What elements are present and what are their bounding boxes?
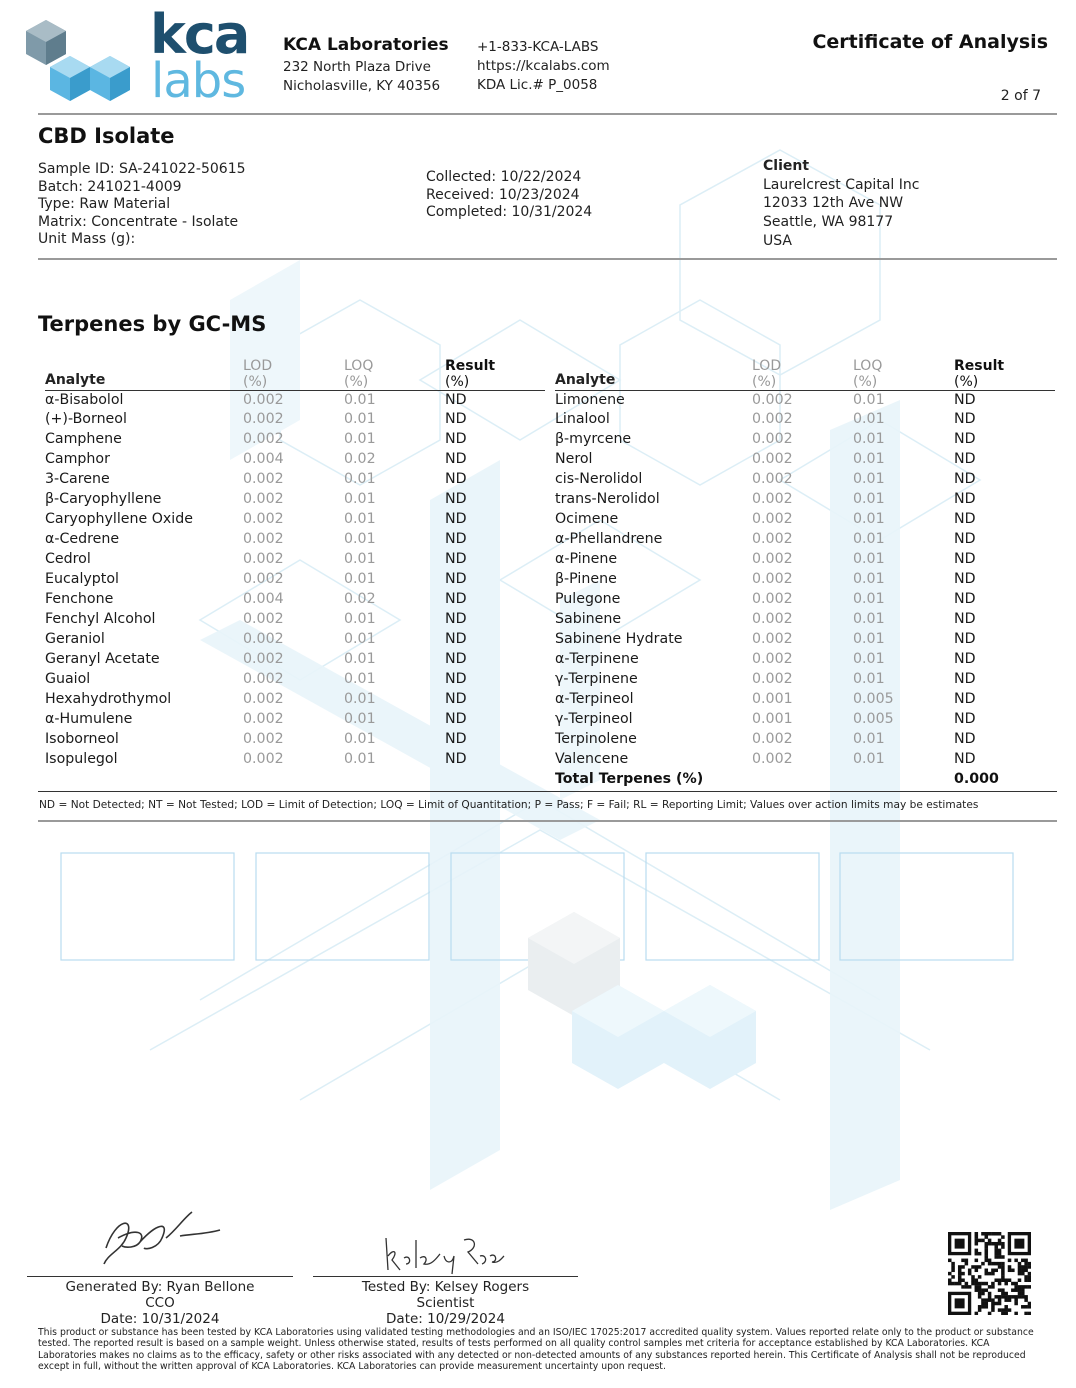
- tested-by-block: [313, 1279, 578, 1327]
- table-row: [45, 670, 545, 690]
- result-cell: ND: [445, 610, 467, 627]
- analyte-cell: Sabinene Hydrate: [555, 630, 683, 647]
- lod-cell: 0.004: [243, 451, 284, 468]
- table-row: [45, 470, 545, 490]
- loq-cell: 0.01: [344, 531, 376, 548]
- client-country: USA: [763, 232, 792, 249]
- result-cell: ND: [954, 591, 976, 608]
- analyte-cell: Eucalyptol: [45, 571, 119, 588]
- analyte-cell: γ-Terpinene: [555, 670, 638, 687]
- header-analyte: Analyte: [45, 371, 106, 388]
- lod-cell: 0.002: [243, 630, 284, 647]
- document-title: Certificate of Analysis: [812, 31, 1048, 53]
- header-divider: [38, 113, 1057, 115]
- result-cell: ND: [445, 750, 467, 767]
- total-spacer: [853, 770, 954, 790]
- lod-cell: 0.002: [752, 650, 793, 667]
- loq-cell: 0.01: [344, 710, 376, 727]
- table-row: [45, 590, 545, 610]
- table-row: [45, 390, 545, 410]
- analyte-cell: Sabinene: [555, 610, 622, 627]
- loq-cell: 0.01: [344, 730, 376, 747]
- result-cell: ND: [445, 511, 467, 528]
- loq-cell: 0.01: [853, 730, 885, 747]
- analyte-cell: α-Phellandrene: [555, 531, 663, 548]
- generated-by-block: [27, 1279, 293, 1327]
- lod-cell: 0.002: [752, 551, 793, 568]
- table-row: [45, 630, 545, 650]
- table-row: [45, 610, 545, 630]
- result-cell: ND: [445, 551, 467, 568]
- analyte-cell: trans-Nerolidol: [555, 491, 660, 508]
- loq-cell: 0.01: [853, 551, 885, 568]
- result-cell: ND: [954, 610, 976, 627]
- result-cell: ND: [445, 571, 467, 588]
- result-cell: ND: [445, 471, 467, 488]
- analyte-cell: Isopulegol: [45, 750, 118, 767]
- analyte-cell: Camphene: [45, 431, 122, 448]
- legend-divider: [38, 820, 1057, 822]
- right-table-body: [555, 390, 1055, 790]
- lod-cell: 0.002: [752, 670, 793, 687]
- loq-cell: 0.01: [344, 411, 376, 428]
- loq-cell: 0.01: [344, 650, 376, 667]
- analyte-cell: γ-Terpineol: [555, 710, 633, 727]
- generated-by-title: CCO: [145, 1295, 175, 1311]
- analyte-cell: α-Humulene: [45, 710, 133, 727]
- sample-name: CBD Isolate: [38, 124, 175, 148]
- result-cell: ND: [445, 710, 467, 727]
- result-cell: ND: [445, 491, 467, 508]
- analyte-cell: Cedrol: [45, 551, 91, 568]
- analyte-cell: (+)-Borneol: [45, 411, 127, 428]
- result-cell: ND: [445, 531, 467, 548]
- completed-date: Completed: 10/31/2024: [426, 204, 593, 220]
- sample-dates: [426, 169, 592, 222]
- table-bottom-rule: [38, 791, 1057, 792]
- analyte-cell: Ocimene: [555, 511, 619, 528]
- result-cell: ND: [954, 451, 976, 468]
- signature-line-generated: [27, 1276, 293, 1277]
- table-row: [555, 690, 1055, 710]
- analyte-cell: α-Pinene: [555, 551, 618, 568]
- lab-phone: +1-833-KCA-LABS: [477, 39, 599, 55]
- loq-cell: 0.01: [344, 511, 376, 528]
- analyte-cell: Hexahydrothymol: [45, 690, 172, 707]
- analyte-cell: α-Terpinene: [555, 650, 639, 667]
- lod-cell: 0.004: [243, 591, 284, 608]
- client-name: Laurelcrest Capital Inc: [763, 176, 920, 193]
- result-cell: ND: [954, 491, 976, 508]
- lod-cell: 0.002: [752, 511, 793, 528]
- sample-batch: Batch: 241021-4009: [38, 178, 182, 195]
- lab-address-line1: 232 North Plaza Drive: [283, 59, 431, 75]
- lod-cell: 0.002: [752, 571, 793, 588]
- lod-cell: 0.002: [752, 391, 793, 408]
- table-row: [555, 630, 1055, 650]
- header-lod: LOD (%): [752, 357, 782, 390]
- result-cell: ND: [954, 730, 976, 747]
- lod-cell: 0.002: [752, 431, 793, 448]
- client-address-line2: Seattle, WA 98177: [763, 214, 894, 231]
- result-cell: ND: [954, 630, 976, 647]
- table-row: [45, 750, 545, 770]
- kca-cube-logo-icon: [22, 18, 140, 106]
- page-number: 2 of 7: [1000, 88, 1041, 104]
- table-row: [555, 590, 1055, 610]
- lod-cell: 0.002: [752, 451, 793, 468]
- lod-cell: 0.002: [243, 670, 284, 687]
- result-cell: ND: [954, 551, 976, 568]
- lod-cell: 0.002: [243, 730, 284, 747]
- analyte-cell: Linalool: [555, 411, 610, 428]
- loq-cell: 0.005: [853, 690, 894, 707]
- analyte-cell: β-Caryophyllene: [45, 491, 162, 508]
- lod-cell: 0.002: [752, 750, 793, 767]
- generated-by-date: Date: 10/31/2024: [100, 1311, 220, 1327]
- header-result: Result (%): [445, 357, 496, 390]
- table-row: [45, 430, 545, 450]
- result-cell: ND: [445, 670, 467, 687]
- table-row: [45, 690, 545, 710]
- loq-cell: 0.01: [853, 591, 885, 608]
- analyte-cell: Limonene: [555, 391, 625, 408]
- total-label: Total Terpenes (%): [555, 770, 704, 787]
- signature-line-tested: [313, 1276, 578, 1277]
- table-row: [45, 510, 545, 530]
- header-lod: LOD (%): [243, 357, 273, 390]
- lod-cell: 0.002: [243, 710, 284, 727]
- loq-cell: 0.01: [853, 630, 885, 647]
- collected-date: Collected: 10/22/2024: [426, 169, 582, 185]
- result-cell: ND: [954, 571, 976, 588]
- sample-details: [38, 161, 246, 249]
- header-loq: LOQ (%): [344, 357, 374, 390]
- table-row: [45, 410, 545, 430]
- loq-cell: 0.01: [344, 571, 376, 588]
- analyte-cell: Geranyl Acetate: [45, 650, 160, 667]
- lod-cell: 0.002: [752, 411, 793, 428]
- table-row: [45, 530, 545, 550]
- loq-cell: 0.01: [853, 411, 885, 428]
- analyte-cell: Valencene: [555, 750, 629, 767]
- section-title: Terpenes by GC-MS: [38, 312, 267, 336]
- analyte-cell: Guaiol: [45, 670, 91, 687]
- table-row: [555, 430, 1055, 450]
- total-spacer: [752, 770, 853, 790]
- received-date: Received: 10/23/2024: [426, 186, 580, 203]
- loq-cell: 0.01: [344, 391, 376, 408]
- table-row: [45, 450, 545, 470]
- header-result: Result (%): [954, 357, 1005, 390]
- generated-by-name: Generated By: Ryan Bellone: [65, 1279, 255, 1295]
- lod-cell: 0.002: [752, 491, 793, 508]
- table-row: [555, 410, 1055, 430]
- table-row: [555, 730, 1055, 750]
- loq-cell: 0.01: [344, 431, 376, 448]
- lod-cell: 0.002: [243, 531, 284, 548]
- sample-unit-mass: Unit Mass (g):: [38, 231, 136, 247]
- lab-website[interactable]: https://kcalabs.com: [477, 58, 610, 74]
- loq-cell: 0.01: [853, 531, 885, 548]
- table-row: [555, 550, 1055, 570]
- result-cell: ND: [954, 411, 976, 428]
- loq-cell: 0.01: [853, 391, 885, 408]
- analyte-cell: Fenchone: [45, 591, 114, 608]
- lod-cell: 0.001: [752, 710, 793, 727]
- analyte-cell: Isoborneol: [45, 730, 119, 747]
- analyte-cell: α-Cedrene: [45, 531, 120, 548]
- sample-type: Type: Raw Material: [38, 196, 171, 212]
- tested-by-title: Scientist: [416, 1295, 475, 1311]
- result-cell: ND: [954, 431, 976, 448]
- lab-name: KCA Laboratories: [283, 35, 449, 55]
- loq-cell: 0.01: [853, 650, 885, 667]
- analyte-cell: cis-Nerolidol: [555, 471, 643, 488]
- lod-cell: 0.002: [752, 630, 793, 647]
- result-cell: ND: [954, 650, 976, 667]
- lod-cell: 0.002: [243, 571, 284, 588]
- table-row: [555, 530, 1055, 550]
- sample-divider: [38, 258, 1057, 260]
- table-row: [45, 490, 545, 510]
- total-value: 0.000: [954, 770, 999, 787]
- result-cell: ND: [445, 730, 467, 747]
- lod-cell: 0.001: [752, 690, 793, 707]
- loq-cell: 0.01: [344, 750, 376, 767]
- analyte-cell: 3-Carene: [45, 471, 110, 488]
- header-analyte: Analyte: [555, 371, 616, 388]
- lod-cell: 0.002: [752, 610, 793, 627]
- lod-cell: 0.002: [243, 610, 284, 627]
- result-cell: ND: [954, 511, 976, 528]
- analyte-cell: Pulegone: [555, 591, 621, 608]
- result-cell: ND: [445, 650, 467, 667]
- qr-code-icon[interactable]: [948, 1232, 1031, 1315]
- client-label: Client: [763, 158, 810, 174]
- left-table-body: [45, 390, 545, 770]
- analyte-cell: Geraniol: [45, 630, 105, 647]
- lod-cell: 0.002: [243, 471, 284, 488]
- result-cell: ND: [954, 750, 976, 767]
- table-row: [555, 650, 1055, 670]
- table-row: [555, 470, 1055, 490]
- table-row: [555, 510, 1055, 530]
- lod-cell: 0.002: [752, 591, 793, 608]
- analyte-cell: Nerol: [555, 451, 593, 468]
- result-cell: ND: [445, 431, 467, 448]
- loq-cell: 0.02: [344, 451, 376, 468]
- loq-cell: 0.01: [853, 610, 885, 627]
- loq-cell: 0.01: [853, 511, 885, 528]
- lod-cell: 0.002: [243, 750, 284, 767]
- lod-cell: 0.002: [752, 730, 793, 747]
- loq-cell: 0.01: [344, 610, 376, 627]
- loq-cell: 0.02: [344, 591, 376, 608]
- loq-cell: 0.01: [853, 491, 885, 508]
- loq-cell: 0.01: [853, 670, 885, 687]
- analyte-cell: β-Pinene: [555, 571, 617, 588]
- analyte-cell: Caryophyllene Oxide: [45, 511, 193, 528]
- result-cell: ND: [954, 391, 976, 408]
- result-cell: ND: [954, 670, 976, 687]
- loq-cell: 0.01: [853, 431, 885, 448]
- logo-text-labs: labs: [151, 53, 246, 109]
- loq-cell: 0.01: [853, 571, 885, 588]
- table-row: [555, 610, 1055, 630]
- table-row: [555, 750, 1055, 770]
- analyte-cell: Terpinolene: [555, 730, 637, 747]
- result-cell: ND: [954, 531, 976, 548]
- result-cell: ND: [954, 690, 976, 707]
- result-cell: ND: [954, 471, 976, 488]
- loq-cell: 0.01: [853, 750, 885, 767]
- terpenes-table-right: [555, 354, 1055, 790]
- table-row: [555, 450, 1055, 470]
- lab-address-line2: Nicholasville, KY 40356: [283, 78, 441, 94]
- table-row: [555, 490, 1055, 510]
- total-row: [555, 770, 1055, 790]
- signature-kelsey-rogers: [380, 1230, 510, 1276]
- loq-cell: 0.01: [853, 451, 885, 468]
- result-cell: ND: [445, 451, 467, 468]
- tested-by-date: Date: 10/29/2024: [386, 1311, 505, 1327]
- loq-cell: 0.01: [344, 630, 376, 647]
- table-row: [555, 570, 1055, 590]
- client-info: [763, 157, 919, 251]
- lod-cell: 0.002: [243, 511, 284, 528]
- loq-cell: 0.01: [344, 551, 376, 568]
- table-row: [555, 390, 1055, 410]
- result-cell: ND: [445, 391, 467, 408]
- lod-cell: 0.002: [243, 551, 284, 568]
- table-row: [45, 710, 545, 730]
- terpenes-table-left: [45, 354, 545, 770]
- sample-id: Sample ID: SA-241022-50615: [38, 161, 246, 177]
- lod-cell: 0.002: [243, 650, 284, 667]
- tested-by-name: Tested By: Kelsey Rogers: [361, 1279, 530, 1295]
- loq-cell: 0.01: [344, 690, 376, 707]
- table-row: [555, 710, 1055, 730]
- loq-cell: 0.01: [853, 471, 885, 488]
- lod-cell: 0.002: [752, 471, 793, 488]
- logo-text-kca: kca: [150, 3, 249, 66]
- result-cell: ND: [445, 411, 467, 428]
- result-cell: ND: [445, 690, 467, 707]
- loq-cell: 0.005: [853, 710, 894, 727]
- lod-cell: 0.002: [243, 491, 284, 508]
- analyte-cell: Fenchyl Alcohol: [45, 610, 156, 627]
- table-row: [555, 670, 1055, 690]
- table-row: [45, 570, 545, 590]
- lod-cell: 0.002: [243, 411, 284, 428]
- result-cell: ND: [954, 710, 976, 727]
- signature-ryan-bellone: [96, 1208, 226, 1272]
- lod-cell: 0.002: [243, 391, 284, 408]
- analyte-cell: α-Bisabolol: [45, 391, 124, 408]
- lab-license: KDA Lic.# P_0058: [477, 77, 598, 93]
- loq-cell: 0.01: [344, 471, 376, 488]
- result-cell: ND: [445, 591, 467, 608]
- lod-cell: 0.002: [243, 431, 284, 448]
- header-loq: LOQ (%): [853, 357, 883, 390]
- table-row: [45, 550, 545, 570]
- client-address-line1: 12033 12th Ave NW: [763, 195, 904, 212]
- table-row: [45, 730, 545, 750]
- table-row: [45, 650, 545, 670]
- analyte-cell: α-Terpineol: [555, 690, 634, 707]
- abbreviation-legend: ND = Not Detected; NT = Not Tested; LOD = Limit of Detection; LOQ = Limit of Quantitation; P = Pass; F = Fail; RL = Reporting Limit; Values over action limits may be estimates: [39, 799, 979, 811]
- lod-cell: 0.002: [243, 690, 284, 707]
- result-cell: ND: [445, 630, 467, 647]
- loq-cell: 0.01: [344, 670, 376, 687]
- analyte-cell: Camphor: [45, 451, 110, 468]
- loq-cell: 0.01: [344, 491, 376, 508]
- sample-matrix: Matrix: Concentrate - Isolate: [38, 213, 239, 230]
- analyte-cell: β-myrcene: [555, 431, 632, 448]
- lod-cell: 0.002: [752, 531, 793, 548]
- disclaimer-text: This product or substance has been tested by KCA Laboratories using validated testing methodologies and an ISO/IEC 17025:2017 accredited quality system. Values reported relate only to the product or substance tested. The reported result is based on a sample weight. Unless otherwise stated, results of tests performed on all quality control samples met criteria for acceptance established by KCA Laboratories. KCA Laboratories makes no claims as to the efficacy, safety or other risks associated with any detected or non-detected amounts of any substances reported herein. This Certificate of Analysis shall not be reproduced except in full, without the written approval of KCA Laboratories. KCA Laboratories can provide measurement uncertainty upon request.: [38, 1327, 1034, 1373]
